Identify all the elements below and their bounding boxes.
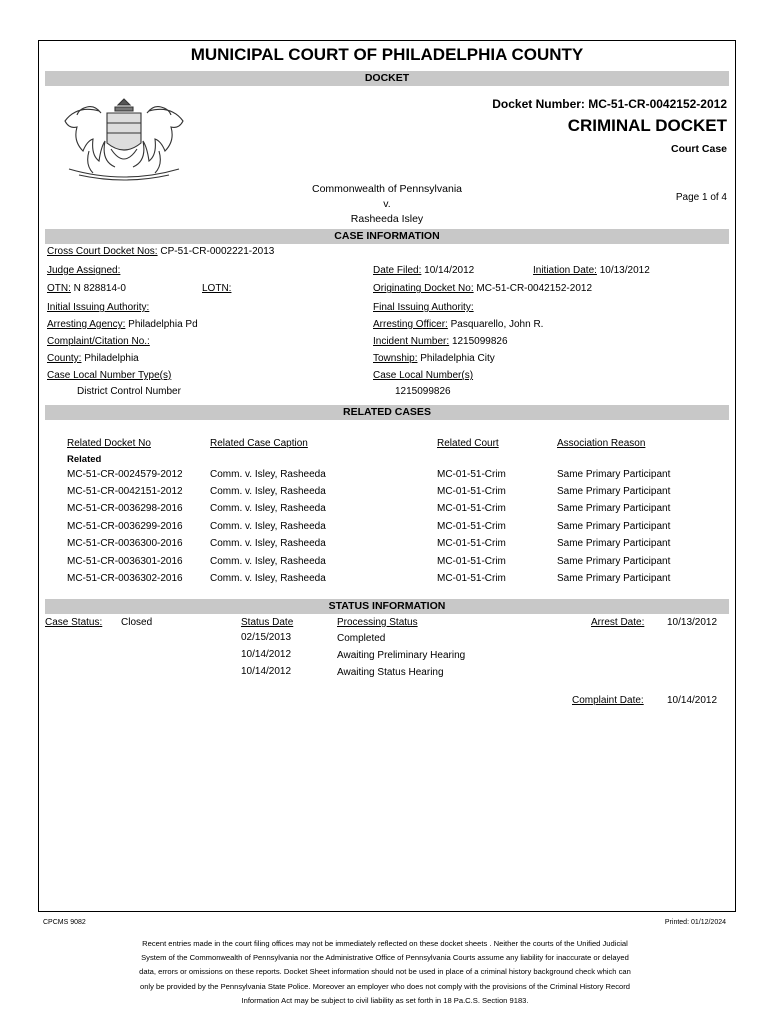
case-information-bar: CASE INFORMATION bbox=[45, 229, 729, 244]
related-reason: Same Primary Participant bbox=[557, 556, 671, 567]
disclaimer bbox=[60, 937, 710, 1008]
related-court: MC-01-51-Crim bbox=[437, 469, 506, 480]
caption-plaintiff: Commonwealth of Pennsylvania bbox=[312, 183, 462, 195]
county bbox=[47, 353, 139, 364]
status-date: 10/14/2012 bbox=[241, 666, 292, 677]
processing-status-header: Processing Status bbox=[337, 617, 418, 628]
related-caption: Comm. v. Isley, Rasheeda bbox=[210, 538, 326, 549]
caption-versus: v. bbox=[383, 198, 391, 210]
court-title: MUNICIPAL COURT OF PHILADELPHIA COUNTY bbox=[190, 45, 584, 64]
related-docket: MC-51-CR-0036298-2016 bbox=[67, 503, 183, 514]
initial-authority-label: Initial Issuing Authority: bbox=[47, 302, 150, 313]
docket-frame bbox=[38, 40, 736, 912]
related-reason: Same Primary Participant bbox=[557, 573, 671, 584]
related-cases-bar: RELATED CASES bbox=[45, 405, 729, 420]
related-docket: MC-51-CR-0036301-2016 bbox=[67, 556, 183, 567]
disclaimer-line: Information Act may be subject to civil liability as set forth in 18 Pa.C.S. Section 9183. bbox=[241, 995, 529, 1005]
disclaimer-line: only be provided by the Pennsylvania State Police. Moreover an employer who does not comply with the provisions of the Criminal History Record bbox=[139, 981, 631, 991]
pennsylvania-seal-icon bbox=[49, 91, 199, 183]
originating-docket bbox=[373, 283, 592, 294]
arresting-officer-value: Pasquarello, John R. bbox=[450, 319, 544, 330]
related-court: MC-01-51-Crim bbox=[437, 538, 506, 549]
related-caption: Comm. v. Isley, Rasheeda bbox=[210, 486, 326, 497]
caption-defendant: Rasheeda Isley bbox=[350, 213, 424, 225]
disclaimer-line: Recent entries made in the court filing offices may not be immediately reflected on these docket sheets . Neither the courts of the Unified Judicial bbox=[142, 939, 628, 948]
related-reason: Same Primary Participant bbox=[557, 486, 671, 497]
originating-docket-label: Originating Docket No: bbox=[373, 283, 474, 294]
related-reason: Same Primary Participant bbox=[557, 503, 671, 514]
related-docket: MC-51-CR-0024579-2012 bbox=[67, 469, 183, 480]
cross-court-label: Cross Court Docket Nos: bbox=[47, 246, 158, 257]
incident-number-value: 1215099826 bbox=[451, 336, 508, 347]
related-caption: Comm. v. Isley, Rasheeda bbox=[210, 573, 326, 584]
printed-date: Printed: 01/12/2024 bbox=[664, 919, 726, 926]
processing-status: Awaiting Status Hearing bbox=[337, 667, 444, 678]
initiation-date-value: 10/13/2012 bbox=[599, 265, 650, 276]
page-indicator: Page 1 of 4 bbox=[675, 192, 727, 203]
complaint-date-label: Complaint Date: bbox=[572, 695, 644, 706]
cross-court-docket bbox=[47, 246, 274, 257]
related-docket: MC-51-CR-0036299-2016 bbox=[67, 521, 183, 532]
related-docket: MC-51-CR-0036300-2016 bbox=[67, 538, 183, 549]
otn-label: OTN: bbox=[47, 283, 71, 294]
related-court: MC-01-51-Crim bbox=[437, 486, 506, 497]
case-caption bbox=[39, 182, 735, 227]
status-information-bar: STATUS INFORMATION bbox=[45, 599, 729, 614]
disclaimer-line: data, errors or omissions on these reports. Docket Sheet information should not be used in place of a criminal history background check which can bbox=[139, 967, 631, 977]
final-authority-label: Final Issuing Authority: bbox=[373, 302, 474, 313]
initiation-date bbox=[533, 265, 650, 276]
related-group-label: Related bbox=[67, 454, 102, 465]
status-date: 02/15/2013 bbox=[241, 632, 292, 643]
incident-number-label: Incident Number: bbox=[373, 336, 450, 347]
related-court: MC-01-51-Crim bbox=[437, 556, 506, 567]
originating-docket-value: MC-51-CR-0042152-2012 bbox=[476, 283, 593, 294]
otn-value: N 828814-0 bbox=[73, 283, 126, 294]
local-number-type-value: District Control Number bbox=[77, 386, 181, 397]
related-caption: Comm. v. Isley, Rasheeda bbox=[210, 556, 326, 567]
complaint-date-value: 10/14/2012 bbox=[667, 695, 718, 706]
arresting-agency-value: Philadelphia Pd bbox=[128, 319, 198, 330]
local-number-type-label: Case Local Number Type(s) bbox=[47, 370, 172, 381]
related-caption: Comm. v. Isley, Rasheeda bbox=[210, 469, 326, 480]
disclaimer-line: System of the Commonwealth of Pennsylvania nor the Administrative Office of Pennsylvania Courts assume any liability for inaccurate or delayed bbox=[141, 953, 629, 963]
case-status-label: Case Status: bbox=[45, 617, 103, 628]
court-case-label: Court Case bbox=[670, 143, 727, 155]
col-related-caption: Related Case Caption bbox=[210, 438, 308, 449]
incident-number bbox=[373, 336, 508, 347]
status-date: 10/14/2012 bbox=[241, 649, 292, 660]
processing-status: Awaiting Preliminary Hearing bbox=[337, 650, 466, 661]
form-code: CPCMS 9082 bbox=[43, 919, 86, 926]
related-reason: Same Primary Participant bbox=[557, 521, 671, 532]
docket-number: Docket Number: MC-51-CR-0042152-2012 bbox=[492, 97, 727, 111]
related-reason: Same Primary Participant bbox=[557, 538, 671, 549]
status-date-header: Status Date bbox=[241, 617, 294, 628]
col-association-reason: Association Reason bbox=[557, 438, 646, 449]
arrest-date-label: Arrest Date: bbox=[591, 617, 645, 628]
local-number-label: Case Local Number(s) bbox=[373, 370, 474, 381]
judge-assigned-label: Judge Assigned: bbox=[47, 265, 121, 276]
arresting-officer bbox=[373, 319, 543, 330]
arresting-agency-label: Arresting Agency: bbox=[47, 319, 126, 330]
arrest-date-value: 10/13/2012 bbox=[667, 617, 718, 628]
county-label: County: bbox=[47, 353, 82, 364]
arresting-officer-label: Arresting Officer: bbox=[373, 319, 448, 330]
criminal-docket-heading: CRIMINAL DOCKET bbox=[567, 116, 727, 135]
township-value: Philadelphia City bbox=[420, 353, 495, 364]
related-docket: MC-51-CR-0042151-2012 bbox=[67, 486, 183, 497]
processing-status: Completed bbox=[337, 633, 386, 644]
lotn-label: LOTN: bbox=[202, 283, 232, 294]
cross-court-value: CP-51-CR-0002221-2013 bbox=[160, 246, 275, 257]
related-court: MC-01-51-Crim bbox=[437, 573, 506, 584]
col-related-docket: Related Docket No bbox=[67, 438, 151, 449]
county-value: Philadelphia bbox=[84, 353, 139, 364]
initiation-date-label: Initiation Date: bbox=[533, 265, 597, 276]
related-court: MC-01-51-Crim bbox=[437, 521, 506, 532]
local-number-value: 1215099826 bbox=[395, 386, 451, 397]
township-label: Township: bbox=[373, 353, 418, 364]
date-filed-label: Date Filed: bbox=[373, 265, 422, 276]
col-related-court: Related Court bbox=[437, 438, 499, 449]
date-filed-value: 10/14/2012 bbox=[424, 265, 475, 276]
township bbox=[373, 353, 495, 364]
case-status-value: Closed bbox=[121, 617, 153, 628]
related-caption: Comm. v. Isley, Rasheeda bbox=[210, 503, 326, 514]
related-reason: Same Primary Participant bbox=[557, 469, 671, 480]
arresting-agency bbox=[47, 319, 198, 330]
related-caption: Comm. v. Isley, Rasheeda bbox=[210, 521, 326, 532]
complaint-citation-label: Complaint/Citation No.: bbox=[47, 336, 150, 347]
date-filed bbox=[373, 265, 474, 276]
docket-bar: DOCKET bbox=[45, 71, 729, 86]
otn bbox=[47, 283, 126, 294]
related-docket: MC-51-CR-0036302-2016 bbox=[67, 573, 183, 584]
related-court: MC-01-51-Crim bbox=[437, 503, 506, 514]
